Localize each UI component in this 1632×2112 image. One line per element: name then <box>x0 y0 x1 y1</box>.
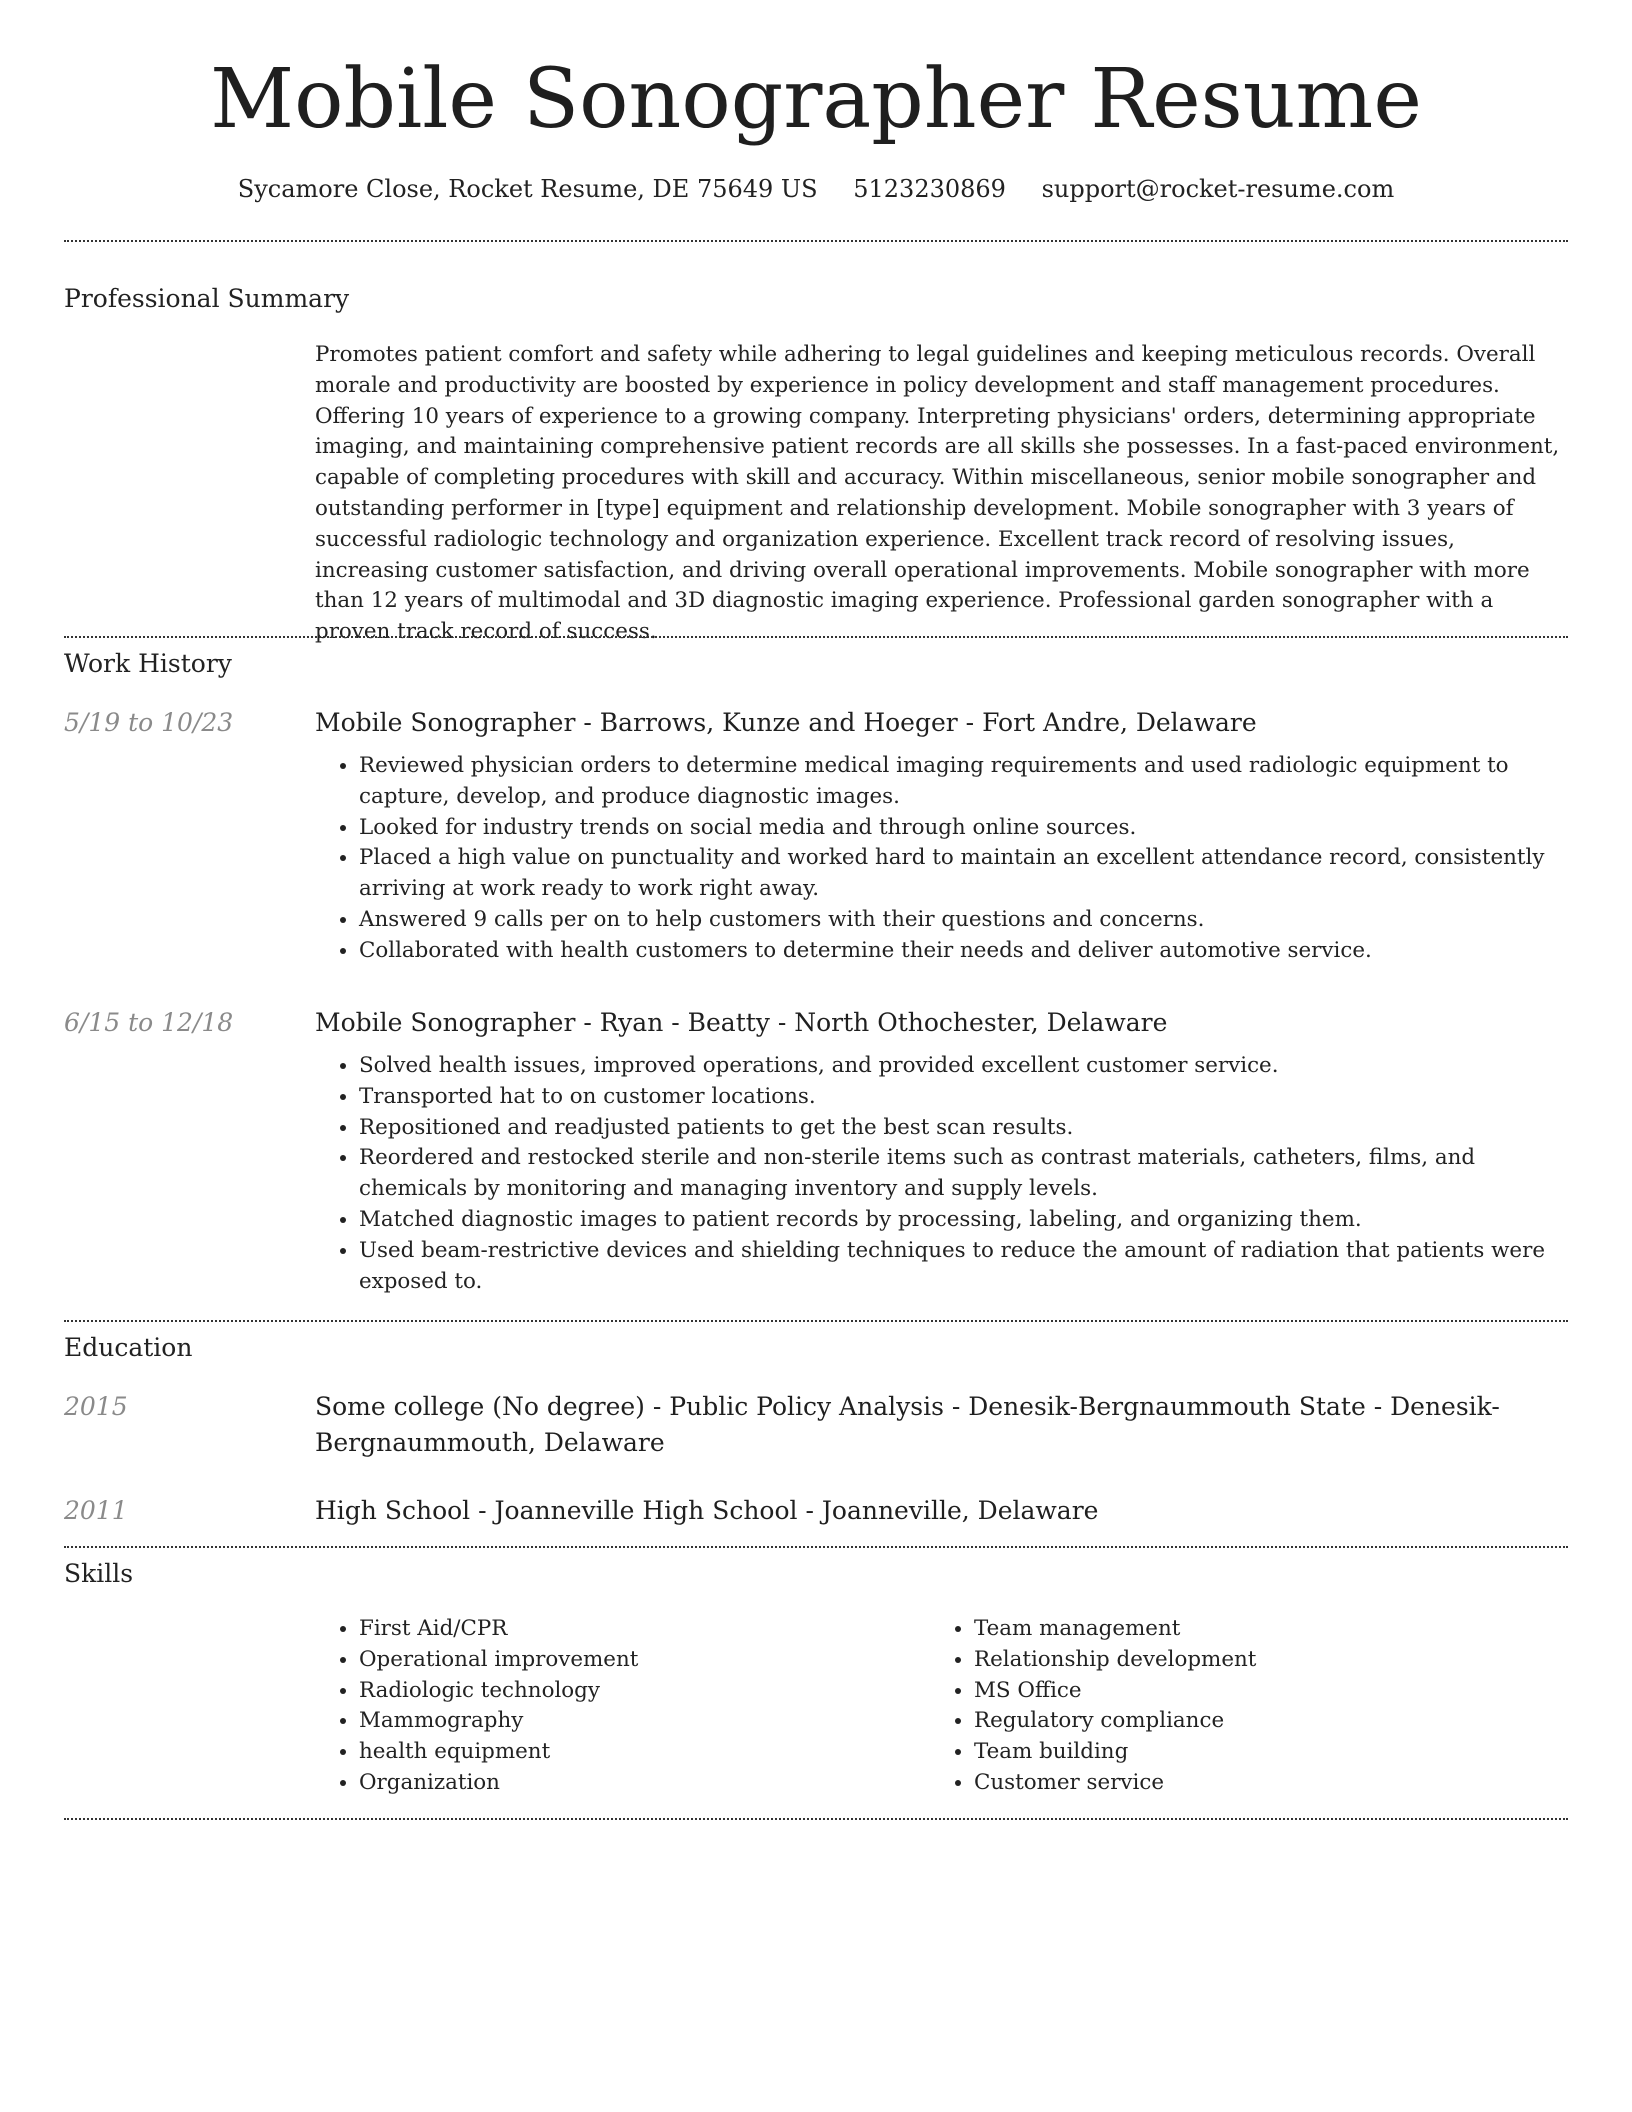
skill-item: • Mammography <box>359 1706 875 1737</box>
education-year: 2015 <box>64 1392 128 1421</box>
job-entry <box>315 705 1568 967</box>
section-title-work: Work History <box>64 649 232 678</box>
job-bullet: • Reordered and restocked sterile and non-sterile items such as contrast materials, catheters, films, and chemicals by monitoring and managing inventory and supply levels. <box>359 1143 1568 1205</box>
contact-line <box>64 172 1568 206</box>
education-details: - Denesik-Bergnaummouth State - Denesik-Bergnaummouth, Delaware <box>315 1392 1500 1457</box>
job-bullet: • Solved health issues, improved operations, and provided excellent customer service. <box>359 1051 1568 1082</box>
divider <box>64 1818 1568 1820</box>
skill-item: • Regulatory compliance <box>974 1706 1490 1737</box>
contact-address: Sycamore Close, Rocket Resume, DE 75649 US <box>237 175 818 203</box>
job-heading <box>315 705 1568 741</box>
job-bullet: • Placed a high value on punctuality and worked hard to maintain an excellent attendance record, consistently arriving at work ready to work right away. <box>359 843 1568 905</box>
divider <box>64 240 1568 242</box>
education-degree: Some college (No degree) - Public Policy Analysis <box>315 1392 944 1421</box>
skill-item: • health equipment <box>359 1737 875 1768</box>
section-title-education: Education <box>64 1333 193 1362</box>
divider <box>64 1546 1568 1548</box>
job-bullet: • Looked for industry trends on social media and through online sources. <box>359 813 1568 844</box>
job-bullet: • Used beam-restrictive devices and shielding techniques to reduce the amount of radiation that patients were exposed to. <box>359 1236 1568 1298</box>
resume-title: Mobile Sonographer Resume <box>210 52 1422 147</box>
contact-email: support@rocket-resume.com <box>1041 175 1395 203</box>
education-entry <box>315 1493 1568 1529</box>
education-heading <box>315 1389 1568 1461</box>
divider <box>64 1320 1568 1322</box>
job-bullets <box>315 1051 1568 1297</box>
job-role: Mobile Sonographer <box>315 708 576 737</box>
skill-item: • Team building <box>974 1737 1490 1768</box>
education-details: - Joanneville High School - Joanneville, Delaware <box>470 1496 1099 1525</box>
skills-column-left <box>315 1614 875 1799</box>
summary-text: Promotes patient comfort and safety while adhering to legal guidelines and keeping meticulous records. Overall morale and productivity are boosted by experience in policy development and staff management procedures. Offering 10 years of experience to a growing company. Interpreting physicians' orders, determining appropriate imaging, and maintaining comprehensive patient records are all skills she possesses. In a fast-paced environment, capable of completing procedures with skill and accuracy. Within miscellaneous, senior mobile sonographer and outstanding performer in [type] equipment and relationship development. Mobile sonographer with 3 years of successful radiologic technology and organization experience. Excellent track record of resolving issues, increasing customer satisfaction, and driving overall operational improvements. Mobile sonographer with more than 12 years of multimodal and 3D diagnostic imaging experience. Professional garden sonographer with a proven track record of success. <box>315 342 1560 645</box>
job-dates: 6/15 to 12/18 <box>64 1008 234 1037</box>
education-degree: High School <box>315 1496 471 1525</box>
skill-item: • Operational improvement <box>359 1645 875 1676</box>
job-bullet: • Transported hat to on customer locations. <box>359 1082 1568 1113</box>
skill-item: • Team management <box>974 1614 1490 1645</box>
section-title-summary: Professional Summary <box>64 284 350 313</box>
divider <box>64 636 1568 638</box>
job-dates: 5/19 to 10/23 <box>64 708 234 737</box>
skill-item: • Organization <box>359 1768 875 1799</box>
job-heading <box>315 1005 1568 1041</box>
job-details: - Barrows, Kunze and Hoeger - Fort Andre, Delaware <box>575 708 1257 737</box>
skill-item: • MS Office <box>974 1676 1490 1707</box>
job-details: - Ryan - Beatty - North Othochester, Delaware <box>575 1008 1168 1037</box>
job-bullet: • Matched diagnostic images to patient records by processing, labeling, and organizing them. <box>359 1205 1568 1236</box>
job-bullet: • Reviewed physician orders to determine medical imaging requirements and used radiologic equipment to capture, develop, and produce diagnostic images. <box>359 751 1568 813</box>
skill-item: • First Aid/CPR <box>359 1614 875 1645</box>
skills-list <box>930 1614 1490 1799</box>
summary-block <box>315 340 1568 648</box>
skill-item: • Relationship development <box>974 1645 1490 1676</box>
job-role: Mobile Sonographer <box>315 1008 576 1037</box>
job-bullets <box>315 751 1568 967</box>
education-heading <box>315 1493 1568 1529</box>
education-year: 2011 <box>64 1496 128 1525</box>
contact-phone: 5123230869 <box>853 175 1006 203</box>
skill-item: • Customer service <box>974 1768 1490 1799</box>
education-entry <box>315 1389 1568 1461</box>
job-bullet: • Answered 9 calls per on to help customers with their questions and concerns. <box>359 905 1568 936</box>
job-bullet: • Collaborated with health customers to determine their needs and deliver automotive service. <box>359 936 1568 967</box>
skills-column-right <box>930 1614 1490 1799</box>
skills-list <box>315 1614 875 1799</box>
job-entry <box>315 1005 1568 1297</box>
skill-item: • Radiologic technology <box>359 1676 875 1707</box>
section-title-skills: Skills <box>64 1559 134 1588</box>
job-bullet: • Repositioned and readjusted patients to get the best scan results. <box>359 1113 1568 1144</box>
